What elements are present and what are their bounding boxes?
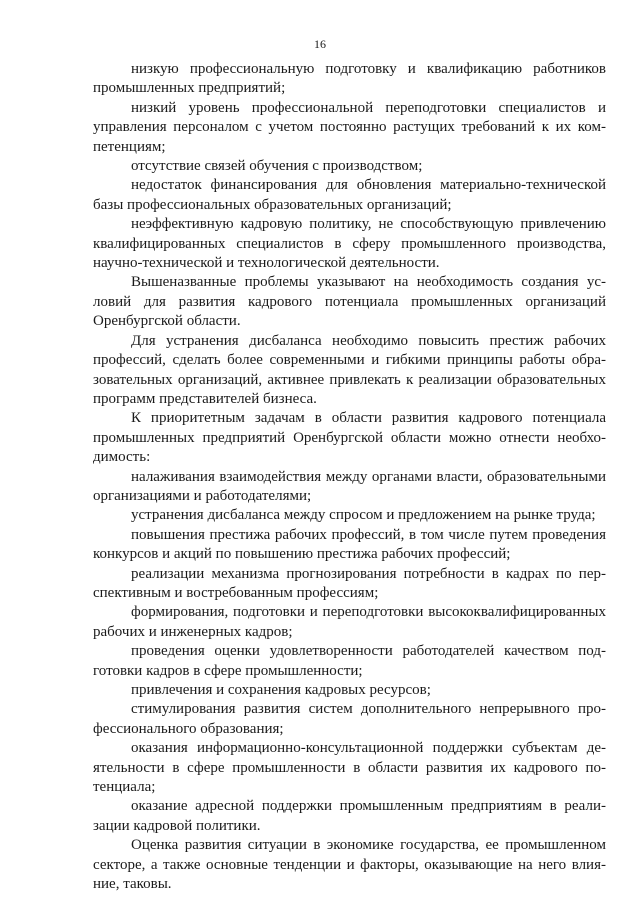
body-text	[93, 60, 606, 894]
paragraph: Оценка развития ситуации в экономике государства, ее промышленном секторе, а также основные тенденции и факторы, оказывающие на него влияние, таковы.	[93, 837, 606, 893]
paragraph: отсутствие связей обучения с производством;	[131, 158, 423, 175]
paragraph: неэффективную кадровую политику, не способствующую привлечению квалифицированных специалистов в сферу промышленного производства, научно-технической и технологической деятельности.	[93, 216, 606, 272]
paragraph: оказание адресной поддержки промышленным предприятиям в реализации кадровой политики.	[93, 798, 606, 834]
paragraph: Для устранения дисбаланса необходимо повысить престиж рабочих профессий, сделать более современными и гибкими принципы работы образовательных организаций, активнее привлекать к реализации образовательных программ представителей бизнеса.	[93, 332, 606, 407]
paragraph: проведения оценки удовлетворенности работодателей качеством подготовки кадров в сфере промышленности;	[93, 643, 606, 679]
paragraph: реализации механизма прогнозирования потребности в кадрах по перспективным и востребованным профессиям;	[93, 565, 606, 601]
paragraph: оказания информационно-консультационной поддержки субъектам деятельности в сфере промышленности в области развития их кадрового потенциала;	[93, 740, 606, 796]
paragraph: формирования, подготовки и переподготовки высококвалифицированных рабочих и инженерных кадров;	[93, 604, 606, 640]
paragraph: привлечения и сохранения кадровых ресурсов;	[131, 682, 431, 698]
paragraph: стимулирования развития систем дополнительного непрерывного профессионального образования;	[93, 701, 606, 737]
paragraph: К приоритетным задачам в области развития кадрового потенциала промышленных предприятий Оренбургской области можно отнести необходимость:	[93, 410, 606, 466]
paragraph: недостаток финансирования для обновления материально-технической базы профессиональных образовательных организаций;	[93, 177, 606, 213]
paragraph: налаживания взаимодействия между органами власти, образовательными организациями и работодателями;	[93, 468, 606, 504]
paragraph: низкую профессиональную подготовку и квалификацию работников промышленных предприятий;	[93, 61, 606, 97]
page-number: 16	[314, 37, 326, 51]
paragraph: повышения престижа рабочих профессий, в том числе путем проведения конкурсов и акций по повышению престижа рабочих профессий;	[93, 526, 606, 563]
paragraph: низкий уровень профессиональной переподготовки специалистов и управления персоналом с учетом постоянно растущих требований к их компетенциям;	[93, 99, 606, 155]
paragraph: Вышеназванные проблемы указывают на необходимость создания условий для развития кадрового потенциала промышленных организаций Оренбургской области.	[93, 274, 606, 330]
paragraph: устранения дисбаланса между спросом и предложением на рынке труда;	[131, 507, 596, 524]
